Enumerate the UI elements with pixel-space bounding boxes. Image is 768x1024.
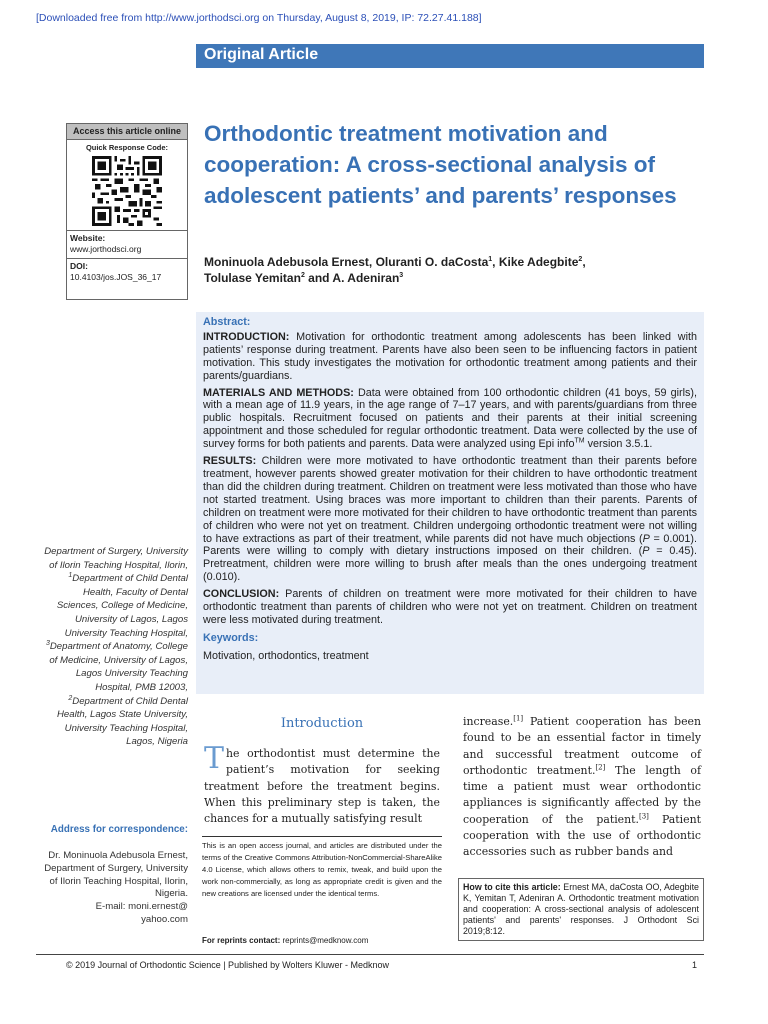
website-row: [67, 230, 187, 258]
open-access-notice: This is an open access journal, and articles are distributed under the terms of the Creative Commons Attribution-NonCommercial-ShareAlike 4.0 License, which allows others to remix, tweak, and build upon the work non-commercially, as long as appropriate credit is given and the new creations are licensed under the identical terms.: [202, 841, 442, 898]
affiliations: [40, 545, 188, 749]
p-symbol: P: [642, 545, 650, 558]
access-heading: Access this article online: [67, 124, 187, 140]
section-label: CONCLUSION:: [203, 588, 280, 601]
correspondence-name: Dr. Moninuola Adebusola Ernest,: [48, 850, 188, 861]
trademark-sup: TM: [574, 437, 585, 445]
website-link[interactable]: www.jorthodsci.org: [70, 244, 142, 254]
download-note: [Downloaded free from http://www.jorthodsci.org on Thursday, August 8, 2019, IP: 72.27.41.188]: [36, 12, 482, 24]
body-column-right: [463, 714, 701, 861]
section-text: Data were obtained from 100 orthodontic children (41 boys, 59 girls), with a mean age of 11.9 years, in the age range of 7–17 years, and with parents/guardians from three public hospitals. Recruitment focused on patients and their parents at their initial screening appointment and those scheduled for regular orthodontic treatment. Data were collected by the use of survey forms for both patients and parents. Data were analyzed using Epi info: [203, 386, 697, 451]
citation-text: Ernest MA, daCosta OO, Adegbite K, Yemitan T, Adeniran A. Orthodontic treatment motivation and cooperation: A cross-sectional analysis of adolescent patients' and parents' responses. J Orthodont Sci 2019;8:12.: [463, 882, 699, 936]
abstract-heading: Abstract:: [203, 316, 251, 328]
section-text: version 3.5.1.: [584, 438, 653, 451]
section-text: Motivation for orthodontic treatment among adolescents has been linked with patients’ response during treatment. Parents have also been seen to be influencing factors in patient motivation. This study investigates the motivation for orthodontic treatment among patients and their parents/guardians.: [203, 330, 697, 382]
correspondence-email[interactable]: yahoo.com: [141, 913, 188, 925]
body-text: The length of time a patient must wear orthodontic appliances is significantly affected by the cooperation of the patient.: [463, 763, 701, 826]
body-text: he orthodontist must determine the patient’s motivation for seeking treatment before the treatment begins. When this preliminary step is taken, the chances for a mutually satisfying result: [204, 747, 440, 826]
abstract-methods: [203, 387, 697, 452]
article-title: Orthodontic treatment motivation and cooperation: A cross-sectional analysis of adolescent patients’ and parents’ responses: [204, 121, 677, 208]
doi-label: DOI:: [70, 261, 88, 271]
introduction-heading: Introduction: [280, 716, 364, 731]
keywords-list: Motivation, orthodontics, treatment: [203, 649, 369, 662]
author-text: and A. Adeniran: [304, 271, 400, 285]
footer-divider: [36, 954, 704, 955]
article-type-banner: Original Article: [196, 44, 704, 68]
affiliation-text: Department of Anatomy, College of Medicine, University of Lagos, Lagos University Teaching Hospital, PMB 12003,: [49, 641, 188, 693]
section-text: Children were more motivated to have orthodontic treatment than their parents before treatment, however parents showed greater motivation for their children to have orthodontic treatment than did the children during treatment. Children on treatment were less motivated than those who have not started treatment. Using braces was more important to children than their parents. Parents of children on treatment were more motivated for their children to have orthodontic treatment than parents of children who were not yet on treatment. Children undergoing orthodontic treatment were not willing to have extractions as part of their treatment, while parents did not have much objections (: [203, 455, 697, 545]
correspondence-heading: Address for correspondence:: [50, 824, 188, 835]
affiliation-sup: 1: [68, 572, 73, 579]
affiliation-text: Department of Child Dental Health, Lagos State University, University Teaching Hospital, Lagos, Nigeria: [56, 695, 188, 748]
author-text: Tolulase Yemitan: [204, 271, 301, 285]
abstract-conclusion: [203, 588, 697, 627]
author-text: Moninuola Adebusola Ernest, Oluranti O. daCosta: [204, 255, 489, 269]
body-text: Patient cooperation with the use of orthodontic accessories such as rubber bands and: [463, 812, 701, 859]
author-text: ,: [582, 255, 586, 269]
correspondence-dept: Department of Surgery, University of Ilorin Teaching Hospital, Ilorin, Nigeria.: [44, 862, 188, 900]
body-text: Patient cooperation has been found to be an essential factor in timely and successful treatment outcome of orthodontic treatment.: [463, 715, 701, 777]
correspondence-address: [40, 850, 188, 927]
body-column-left: [204, 741, 440, 827]
author-sup: 2: [300, 272, 305, 279]
footer-text: © 2019 Journal of Orthodontic Science | Published by Wolters Kluwer - Medknow: [66, 960, 389, 970]
qr-code[interactable]: [92, 156, 162, 226]
section-text: = 0.45). Pretreatment, children were more willing to brush after meals than the ones undergoing treatment (0.010).: [203, 545, 698, 584]
website-label: Website:: [70, 233, 106, 243]
reference-link[interactable]: [2]: [595, 763, 606, 772]
author-sup: 2: [578, 256, 583, 263]
author-sup: 3: [399, 272, 404, 279]
section-text: Parents of children on treatment were more motivated for their children to have orthodontic treatment than parents of children who were not yet on treatment. Children on treatment were less motivated during treatment.: [203, 588, 697, 626]
affiliation-sup: 3: [45, 639, 50, 647]
section-label: MATERIALS AND METHODS:: [203, 386, 354, 399]
doi-value[interactable]: 10.4103/jos.JOS_36_17: [70, 272, 162, 282]
drop-cap: T: [204, 741, 225, 776]
doi-row: [67, 258, 187, 286]
access-article-box: [66, 123, 188, 300]
keywords-heading: Keywords:: [203, 631, 259, 644]
abstract-results: [203, 455, 697, 584]
citation-box: [458, 878, 704, 941]
section-label: INTRODUCTION:: [203, 330, 290, 343]
reference-link[interactable]: [3]: [638, 812, 649, 821]
page-number: 1: [692, 960, 698, 970]
correspondence-email[interactable]: E-mail: moni.ernest@: [95, 901, 188, 913]
author-text: , Kike Adegbite: [492, 255, 579, 269]
reprints-email[interactable]: reprints@medknow.com: [280, 936, 369, 945]
abstract-introduction: [203, 331, 697, 383]
affiliation-text: Department of Surgery, University of Ilorin Teaching Hospital, Ilorin,: [44, 546, 188, 571]
abstract-box: [196, 312, 704, 694]
author-list: [204, 254, 704, 286]
section-label: RESULTS:: [203, 455, 257, 468]
reference-link[interactable]: [1]: [513, 714, 524, 723]
author-sup: 1: [488, 256, 493, 263]
qr-label: Quick Response Code:: [85, 143, 169, 152]
divider: [202, 836, 442, 837]
reprints-contact: [202, 936, 368, 945]
citation-label: How to cite this article:: [463, 882, 561, 892]
affiliation-sup: 2: [68, 694, 73, 702]
reprints-label: For reprints contact:: [202, 936, 281, 945]
p-symbol: P: [642, 532, 650, 545]
affiliation-text: Department of Child Dental Health, Faculty of Dental Sciences, College of Medicine, University of Lagos, Lagos University Teaching Hospital,: [56, 573, 188, 639]
section-text: = 0.001). Parents were willing to comply with dietary instructions imposed on their children. (: [203, 532, 697, 558]
body-text: increase.: [463, 715, 514, 728]
